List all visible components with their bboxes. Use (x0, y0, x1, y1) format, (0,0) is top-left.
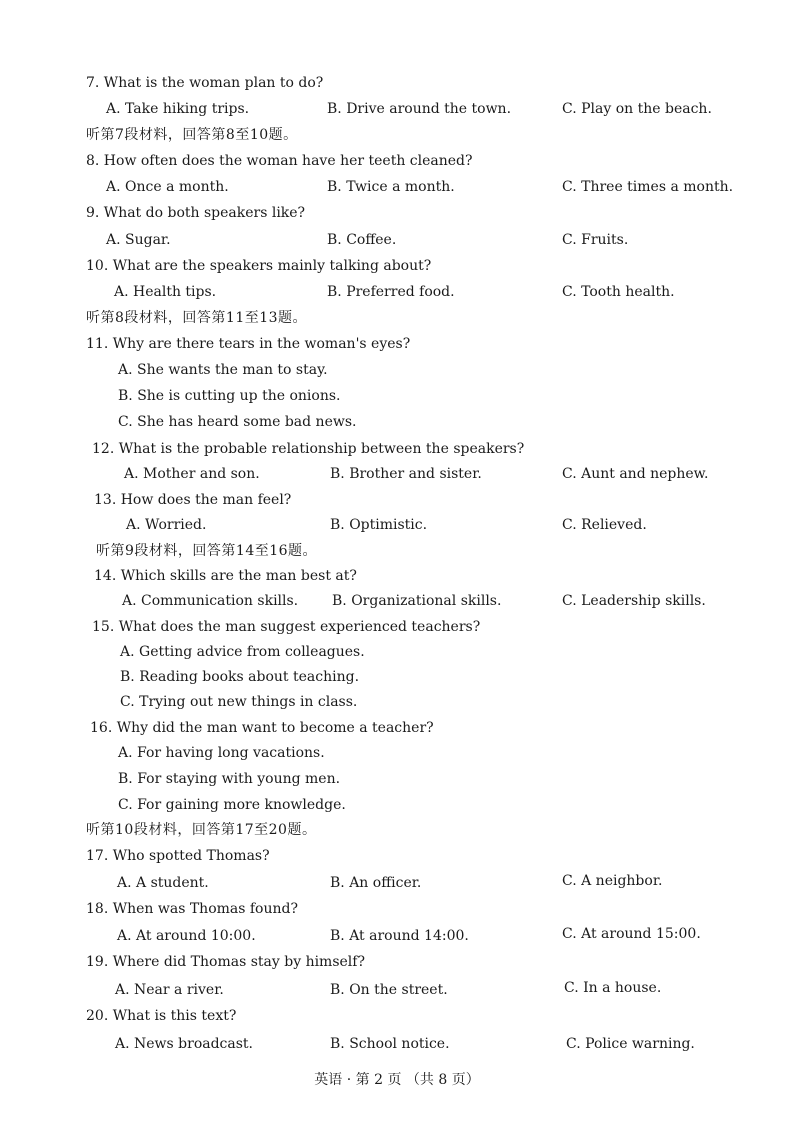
q19-option-c: C. In a house. (564, 980, 662, 996)
question-8: 8. How often does the woman have her teeth cleaned? (86, 153, 473, 169)
q19-option-b: B. On the street. (330, 982, 448, 998)
q19-option-a: A. Near a river. (115, 982, 224, 998)
q7-option-c: C. Play on the beach. (562, 101, 712, 117)
q15-option-a: A. Getting advice from colleagues. (120, 644, 365, 660)
q8-option-a: A. Once a month. (106, 179, 229, 195)
q13-option-a: A. Worried. (126, 517, 207, 533)
q10-option-c: C. Tooth health. (562, 284, 675, 300)
q10-option-a: A. Health tips. (114, 284, 217, 300)
q17-option-c: C. A neighbor. (562, 873, 663, 889)
q16-option-b: B. For staying with young men. (118, 771, 341, 787)
page-footer: 英语 · 第 2 页 （共 8 页） (314, 1072, 480, 1088)
q20-option-a: A. News broadcast. (115, 1036, 254, 1052)
q7-option-a: A. Take hiking trips. (106, 101, 250, 117)
question-17: 17. Who spotted Thomas? (86, 848, 270, 864)
section-header-9: 听第9段材料，回答第14至16题。 (96, 543, 318, 559)
q7-option-b: B. Drive around the town. (327, 101, 512, 117)
q12-option-c: C. Aunt and nephew. (562, 466, 709, 482)
q14-option-c: C. Leadership skills. (562, 593, 706, 609)
q18-option-c: C. At around 15:00. (562, 926, 701, 942)
q9-option-a: A. Sugar. (106, 232, 171, 248)
q14-option-a: A. Communication skills. (122, 593, 299, 609)
q15-option-c: C. Trying out new things in class. (120, 694, 358, 710)
q20-option-b: B. School notice. (330, 1036, 450, 1052)
q20-option-c: C. Police warning. (566, 1036, 695, 1052)
q8-option-c: C. Three times a month. (562, 179, 734, 195)
q8-option-b: B. Twice a month. (327, 179, 455, 195)
q12-option-b: B. Brother and sister. (330, 466, 482, 482)
question-11: 11. Why are there tears in the woman's eyes? (86, 336, 411, 352)
section-header-8: 听第8段材料，回答第11至13题。 (86, 310, 308, 326)
q14-option-b: B. Organizational skills. (332, 593, 502, 609)
question-12: 12. What is the probable relationship between the speakers? (92, 441, 525, 457)
question-15: 15. What does the man suggest experienced teachers? (92, 619, 481, 635)
q16-option-c: C. For gaining more knowledge. (118, 797, 346, 813)
q12-option-a: A. Mother and son. (124, 466, 260, 482)
question-18: 18. When was Thomas found? (86, 901, 298, 917)
q9-option-b: B. Coffee. (327, 232, 397, 248)
q13-option-b: B. Optimistic. (330, 517, 428, 533)
question-16: 16. Why did the man want to become a teacher? (90, 720, 434, 736)
q13-option-c: C. Relieved. (562, 517, 647, 533)
q15-option-b: B. Reading books about teaching. (120, 669, 360, 685)
q11-option-a: A. She wants the man to stay. (118, 362, 328, 378)
question-14: 14. Which skills are the man best at? (94, 568, 357, 584)
question-19: 19. Where did Thomas stay by himself? (86, 954, 365, 970)
section-header-7: 听第7段材料，回答第8至10题。 (86, 127, 298, 143)
q11-option-c: C. She has heard some bad news. (118, 414, 357, 430)
q17-option-a: A. A student. (117, 875, 209, 891)
question-13: 13. How does the man feel? (94, 492, 292, 508)
question-10: 10. What are the speakers mainly talking about? (86, 258, 432, 274)
q18-option-a: A. At around 10:00. (117, 928, 256, 944)
q16-option-a: A. For having long vacations. (118, 745, 325, 761)
q11-option-b: B. She is cutting up the onions. (118, 388, 341, 404)
question-9: 9. What do both speakers like? (86, 205, 306, 221)
q9-option-c: C. Fruits. (562, 232, 629, 248)
section-header-10: 听第10段材料，回答第17至20题。 (86, 822, 317, 838)
q10-option-b: B. Preferred food. (327, 284, 455, 300)
q17-option-b: B. An officer. (330, 875, 422, 891)
q18-option-b: B. At around 14:00. (330, 928, 469, 944)
question-20: 20. What is this text? (86, 1008, 237, 1024)
question-7: 7. What is the woman plan to do? (86, 75, 324, 91)
